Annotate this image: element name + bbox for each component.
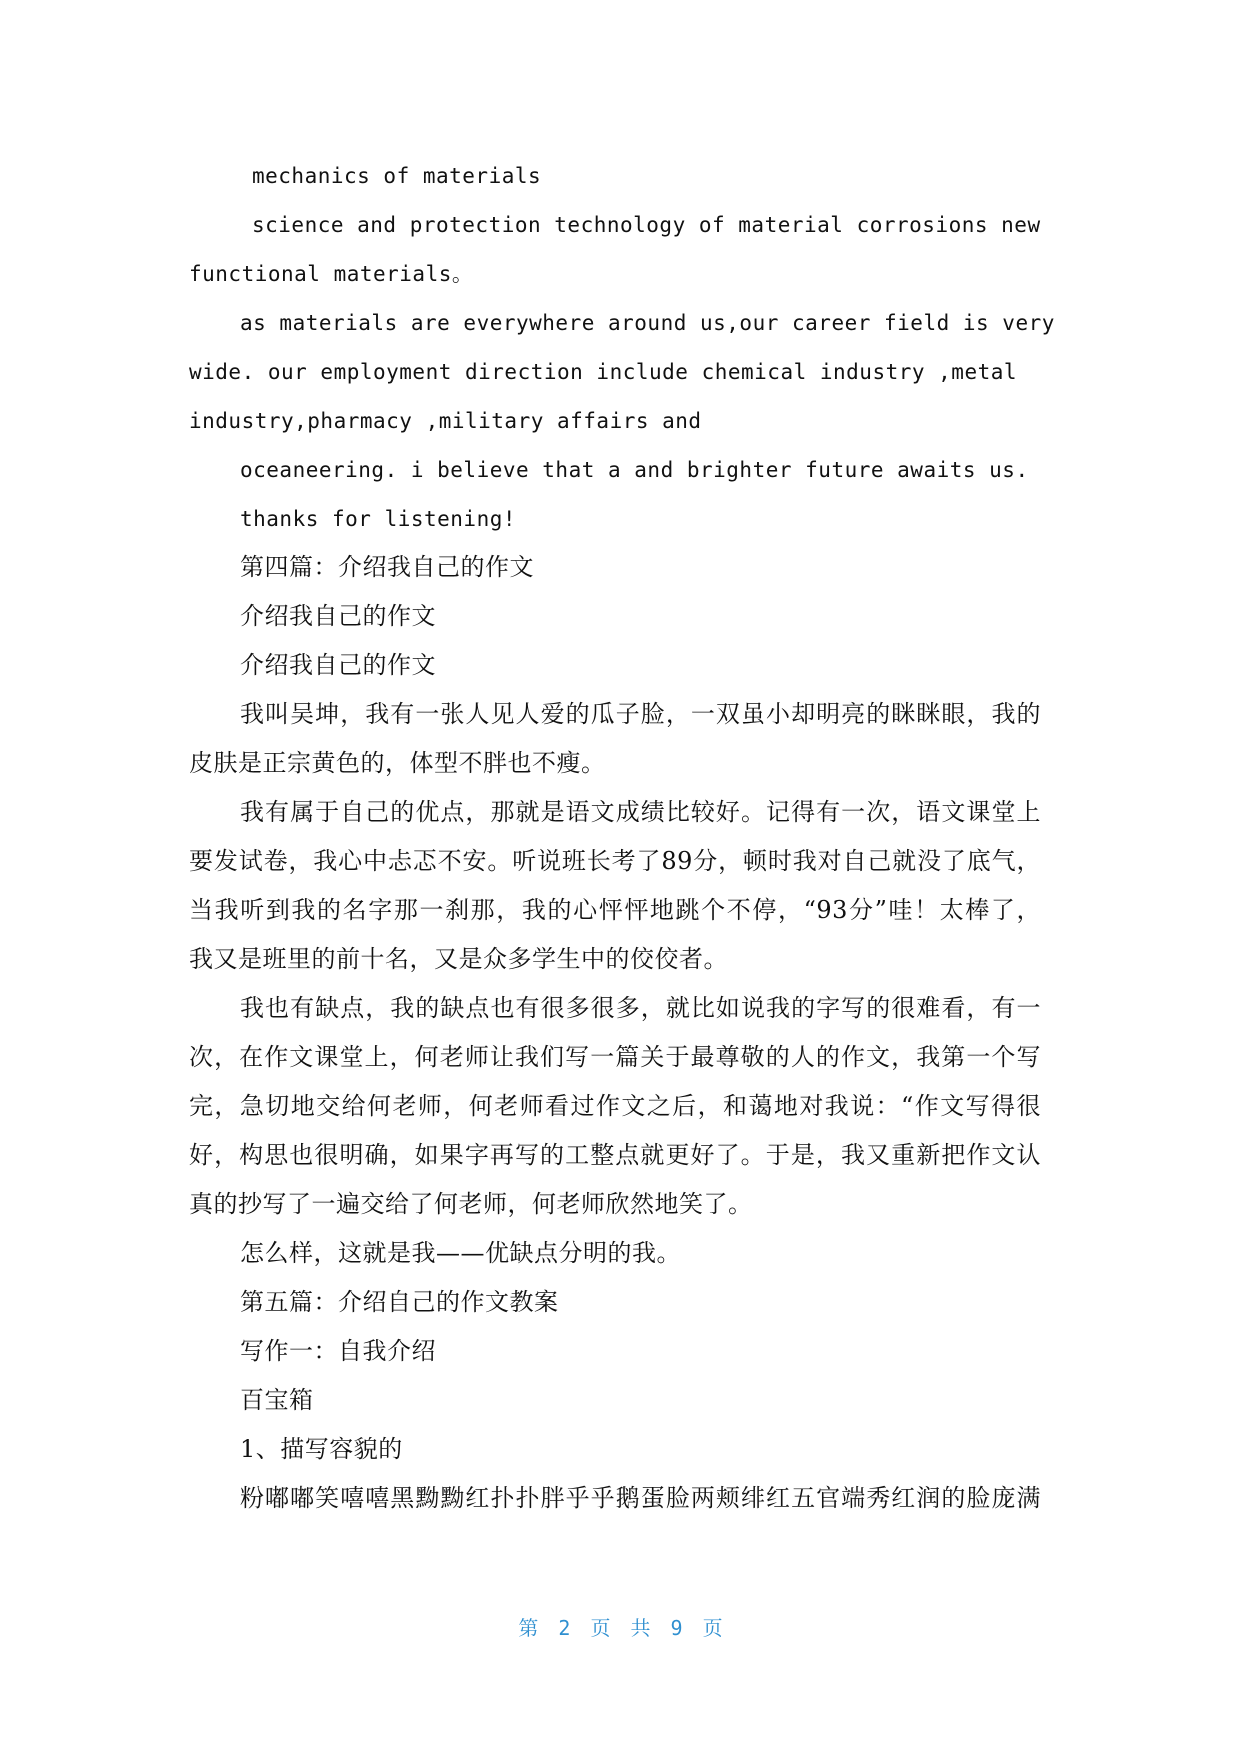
- text-line: 百宝箱: [240, 1386, 314, 1414]
- text-line: 我有属于自己的优点，那就是语文成绩比较好。记得有一次，语文课堂上: [240, 798, 1041, 826]
- page-number-footer: 第 2 页 共 9 页: [518, 1616, 723, 1640]
- text-line: 次，在作文课堂上，何老师让我们写一篇关于最尊敬的人的作文，我第一个写: [189, 1043, 1041, 1071]
- text-line: 真的抄写了一遍交给了何老师，何老师欣然地笑了。: [189, 1190, 753, 1218]
- text-line: science and protection technology of material corrosions new: [252, 213, 1041, 237]
- text-line: 我叫吴坤，我有一张人见人爱的瓜子脸，一双虽小却明亮的眯眯眼，我的: [240, 700, 1041, 728]
- text-line: 好，构思也很明确，如果字再写的工整点就更好了。于是，我又重新把作文认: [189, 1141, 1041, 1169]
- text-line: thanks for listening!: [240, 507, 517, 531]
- text-line: 我又是班里的前十名，又是众多学生中的佼佼者。: [189, 945, 728, 973]
- section-heading: 第五篇：介绍自己的作文教案: [240, 1288, 559, 1316]
- text-line: mechanics of materials: [252, 164, 542, 188]
- text-line: 要发试卷，我心中忐忑不安。听说班长考了89分，顿时我对自己就没了底气，: [189, 847, 1041, 875]
- text-line: 我也有缺点，我的缺点也有很多很多，就比如说我的字写的很难看，有一: [240, 994, 1041, 1022]
- text-line: industry,pharmacy ,military affairs and: [189, 409, 702, 433]
- text-line: functional materials。: [189, 262, 474, 286]
- text-line: wide. our employment direction include chemical industry ,metal: [189, 360, 1018, 384]
- text-line: 完，急切地交给何老师，何老师看过作文之后，和蔼地对我说：“作文写得很: [189, 1092, 1041, 1120]
- text-line: 怎么样，这就是我——优缺点分明的我。: [240, 1239, 681, 1267]
- text-line: 写作一：自我介绍: [240, 1337, 436, 1365]
- text-line: as materials are everywhere around us,our career field is very: [240, 311, 1055, 335]
- text-line: 粉嘟嘟笑嘻嘻黑黝黝红扑扑胖乎乎鹅蛋脸两颊绯红五官端秀红润的脸庞满: [240, 1484, 1041, 1512]
- text-line: 1、描写容貌的: [240, 1435, 403, 1463]
- text-line: 当我听到我的名字那一刹那，我的心怦怦地跳个不停，“93分”哇！太棒了，: [189, 896, 1041, 924]
- text-line: 皮肤是正宗黄色的，体型不胖也不瘦。: [189, 749, 606, 777]
- text-line: 介绍我自己的作文: [240, 651, 436, 679]
- section-heading: 第四篇：介绍我自己的作文: [240, 553, 534, 581]
- text-line: oceaneering. i believe that a and brighter future awaits us.: [240, 458, 1029, 482]
- text-line: 介绍我自己的作文: [240, 602, 436, 630]
